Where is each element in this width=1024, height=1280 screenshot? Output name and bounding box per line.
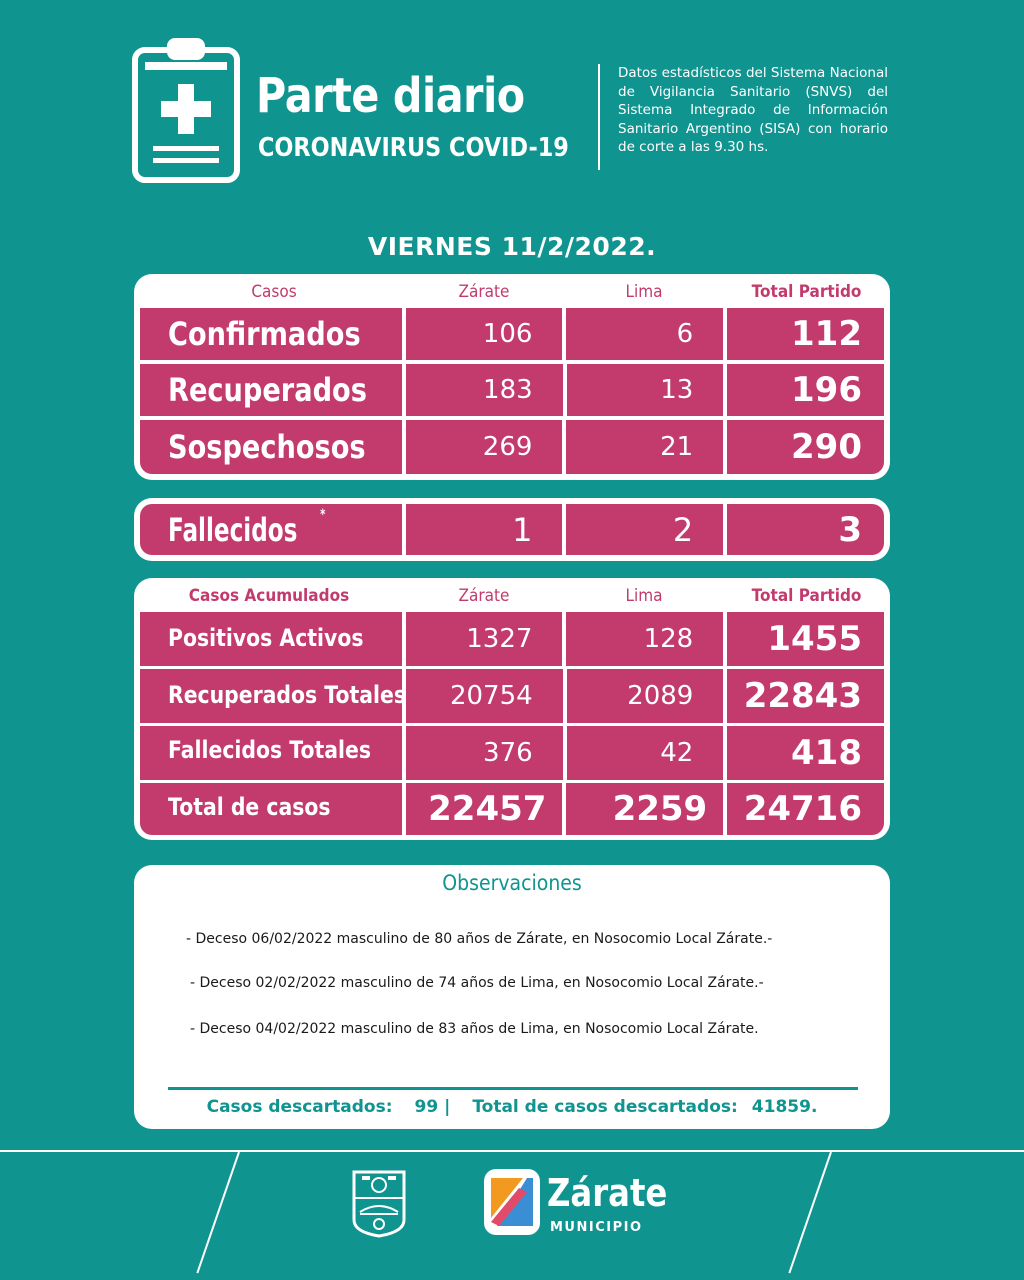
row-label: Recuperados Totales <box>140 669 402 723</box>
lima-value: 2259 <box>566 783 723 835</box>
total-value: 290 <box>727 420 884 474</box>
header-zarate: Zárate <box>458 586 510 606</box>
total-value: 418 <box>727 726 884 780</box>
lima-value: 2 <box>566 504 723 555</box>
total-value: 196 <box>727 364 884 416</box>
header-divider <box>598 64 600 170</box>
table-row <box>140 504 884 555</box>
page-subtitle: CORONAVIRUS COVID-19 <box>258 133 569 163</box>
page-title: Parte diario <box>256 68 525 124</box>
observations-title: Observaciones <box>442 871 582 895</box>
header-total: Total Partido <box>751 282 862 302</box>
row-label: Positivos Activos <box>140 612 402 666</box>
clipboard-plus-icon <box>131 36 241 184</box>
header-zarate: Zárate <box>458 282 510 302</box>
table-row <box>140 726 884 780</box>
lima-value: 6 <box>566 308 723 360</box>
discarded-label: Casos descartados: <box>206 1097 393 1117</box>
discarded-summary <box>134 1097 890 1117</box>
zarate-value: 269 <box>406 420 563 474</box>
zarate-value: 1 <box>406 504 563 555</box>
row-label: Fallecidos * <box>140 504 402 555</box>
table-header <box>134 274 890 304</box>
total-value: 1455 <box>727 612 884 666</box>
table-row <box>140 783 884 835</box>
row-label: Confirmados <box>140 308 402 360</box>
lima-value: 13 <box>567 364 724 416</box>
source-note: Datos estadísticos del Sistema Nacional de Vigilancia Sanitario (SNVS) del Sistema Integrado de Información Sanitario Argentino (SISA) con horario de corte a las 9.30 hs. <box>618 65 888 155</box>
total-value: 24716 <box>727 783 884 835</box>
report-date: VIERNES 11/2/2022. <box>367 232 657 261</box>
total-discarded-value: 41859. <box>751 1097 818 1117</box>
footer-slash-right <box>788 1152 832 1274</box>
lima-value: 128 <box>566 612 723 666</box>
observation-item: - Deceso 02/02/2022 masculino de 74 años de Lima, en Nosocomio Local Zárate.- <box>190 975 764 991</box>
brand-subtitle: MUNICIPIO <box>550 1220 643 1235</box>
cumulative-cases-table <box>134 578 890 840</box>
observations-divider <box>168 1087 858 1090</box>
daily-cases-table <box>134 274 890 480</box>
row-label: Fallecidos Totales <box>140 726 402 780</box>
zarate-logo-icon <box>483 1168 541 1236</box>
total-value: 22843 <box>727 669 884 723</box>
footer-divider <box>0 1150 1024 1152</box>
table-row <box>140 308 884 360</box>
total-value: 112 <box>727 308 884 360</box>
brand-name: Zárate <box>547 1171 668 1215</box>
discarded-value: 99 <box>414 1097 439 1117</box>
observations-panel <box>134 865 890 1129</box>
lima-value: 42 <box>567 726 724 780</box>
header-lima: Lima <box>625 282 663 302</box>
deaths-table <box>134 498 890 561</box>
table-header <box>134 578 890 608</box>
lima-value: 2089 <box>567 669 724 723</box>
total-discarded-label: Total de casos descartados: <box>472 1097 738 1117</box>
zarate-value: 22457 <box>406 783 563 835</box>
footer-slash-left <box>196 1152 240 1274</box>
municipal-crest-icon <box>350 1168 408 1238</box>
row-label: Sospechosos <box>140 420 402 474</box>
observation-item: - Deceso 06/02/2022 masculino de 80 años de Zárate, en Nosocomio Local Zárate.- <box>186 931 773 947</box>
lima-value: 21 <box>566 420 723 474</box>
header-lima: Lima <box>625 586 663 606</box>
zarate-value: 376 <box>406 726 563 780</box>
row-label: Recuperados <box>140 364 402 416</box>
zarate-value: 20754 <box>406 669 563 723</box>
header-casos-acumulados: Casos Acumulados <box>188 586 350 606</box>
zarate-value: 106 <box>406 308 563 360</box>
row-label: Total de casos <box>140 783 402 835</box>
header-total: Total Partido <box>751 586 862 606</box>
header-casos: Casos <box>251 282 297 302</box>
table-row <box>140 364 884 416</box>
observation-item: - Deceso 04/02/2022 masculino de 83 años de Lima, en Nosocomio Local Zárate. <box>190 1021 759 1037</box>
total-value: 3 <box>727 504 884 555</box>
table-row <box>140 612 884 666</box>
table-row <box>140 420 884 474</box>
zarate-value: 183 <box>406 364 563 416</box>
table-row <box>140 669 884 723</box>
zarate-value: 1327 <box>406 612 563 666</box>
discarded-separator: | <box>444 1097 451 1117</box>
